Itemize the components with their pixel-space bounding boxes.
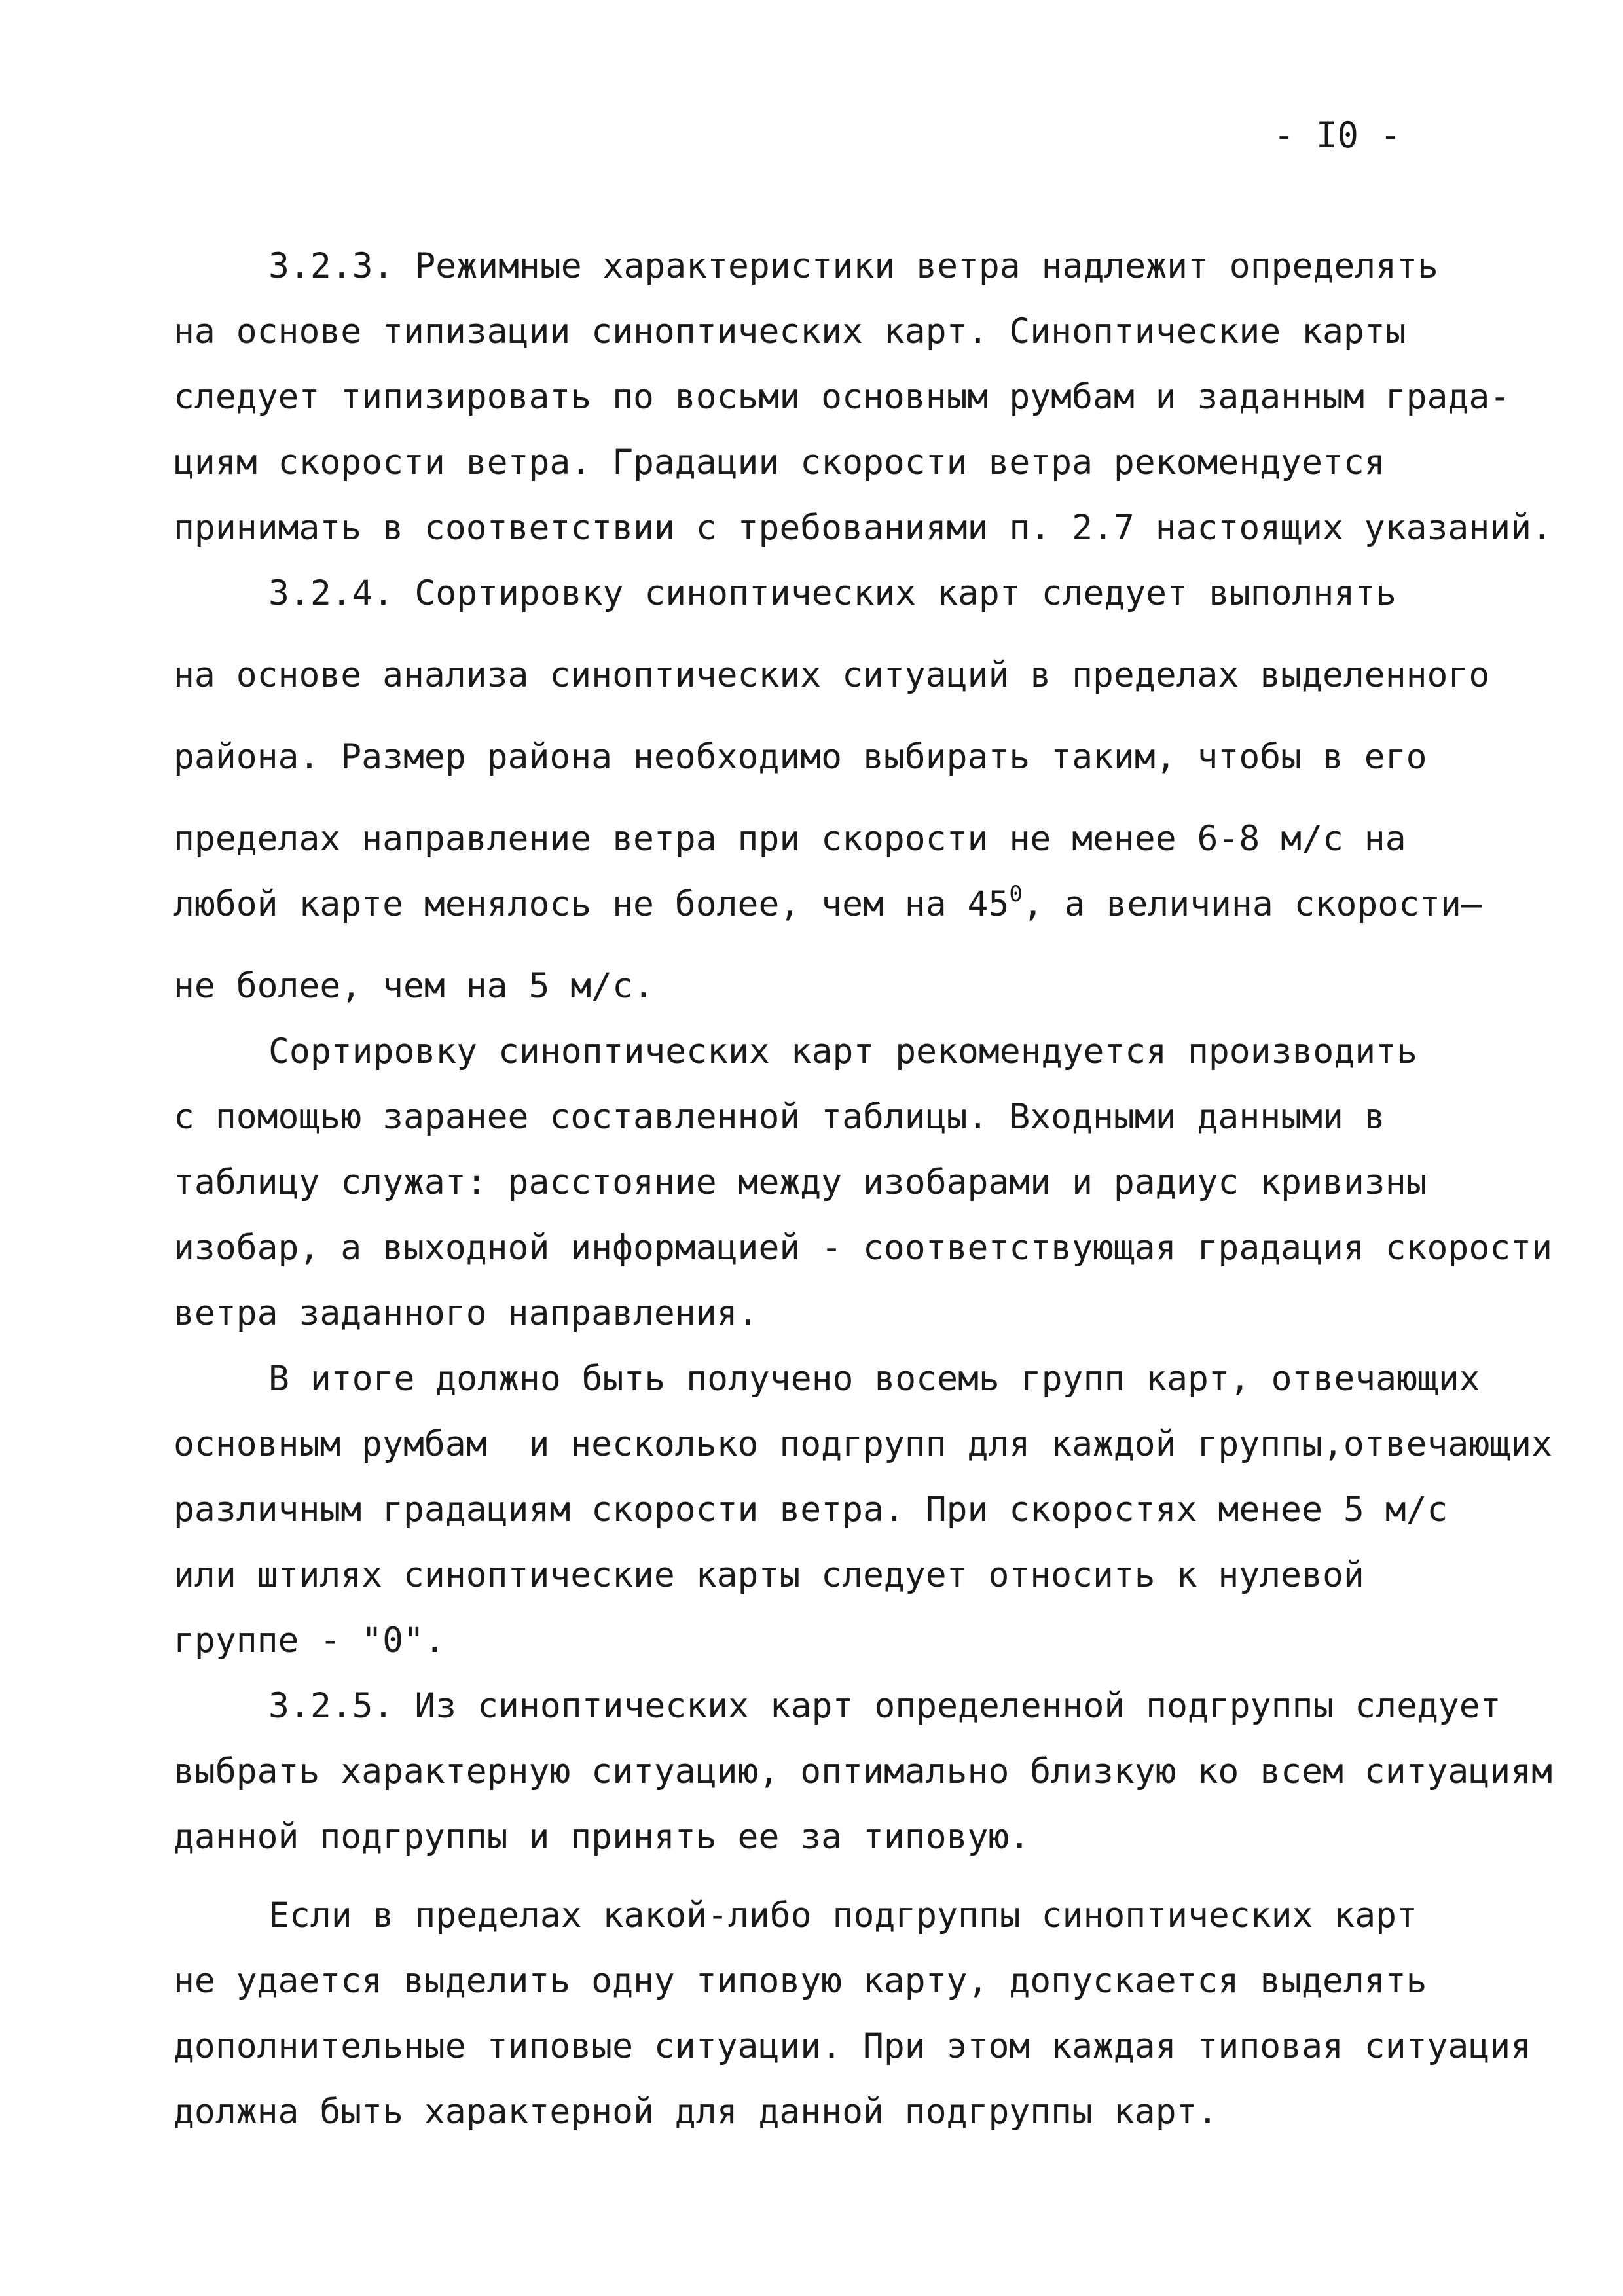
- text-line: группе - "0".: [173, 1621, 445, 1660]
- text-line: дополнительные типовые ситуации. При этом каждая типовая ситуация: [173, 2026, 1532, 2066]
- text-line: на основе анализа синоптических ситуаций в пределах выделенного: [173, 655, 1490, 695]
- text-line: таблицу служат: расстояние между изобарами и радиус кривизны: [173, 1162, 1427, 1202]
- text-line: с помощью заранее составленной таблицы. Входными данными в: [173, 1097, 1385, 1137]
- text-line: 3.2.4. Сортировку синоптических карт следует выполнять: [268, 573, 1397, 613]
- degree-superscript: 0: [1009, 881, 1023, 907]
- text-line: не удается выделить одну типовую карту, допускается выделять: [173, 1961, 1427, 2001]
- text-line: на основе типизации синоптических карт. Синоптические карты: [173, 312, 1406, 351]
- text-line: принимать в соответствии с требованиями п. 2.7 настоящих указаний.: [173, 508, 1552, 548]
- text-line: основным румбам и несколько подгрупп для каждой группы,отвечающих: [173, 1424, 1552, 1464]
- text-line: 3.2.3. Режимные характеристики ветра надлежит определять: [268, 246, 1438, 286]
- text-line: пределах направление ветра при скорости не менее 6-8 м/с на: [173, 819, 1406, 859]
- text-line-tail: , а величина скорости—: [1022, 884, 1482, 924]
- text-line: следует типизировать по восьми основным румбам и заданным града-: [173, 377, 1511, 417]
- text-line: Если в пределах какой-либо подгруппы синоптических карт: [268, 1895, 1417, 1935]
- text-line: изобар, а выходной информацией - соответствующая градация скорости: [173, 1228, 1552, 1268]
- text-line-with-superscript: [173, 881, 1482, 924]
- text-line: данной подгруппы и принять ее за типовую.: [173, 1817, 1030, 1857]
- text-line: выбрать характерную ситуацию, оптимально близкую ко всем ситуациям: [173, 1751, 1552, 1791]
- text-line: Сортировку синоптических карт рекомендуется производить: [268, 1031, 1417, 1071]
- text-line: должна быть характерной для данной подгруппы карт.: [173, 2092, 1218, 2132]
- text-line: В итоге должно быть получено восемь групп карт, отвечающих: [268, 1359, 1480, 1399]
- text-line: не более, чем на 5 м/с.: [173, 966, 654, 1006]
- text-line: 3.2.5. Из синоптических карт определенной подгруппы следует: [268, 1686, 1501, 1726]
- text-line: различным градациям скорости ветра. При скоростях менее 5 м/с: [173, 1490, 1448, 1530]
- page-number: - I0 -: [1273, 115, 1402, 156]
- text-line-head: любой карте менялось не более, чем на 45: [173, 884, 1010, 924]
- text-line: или штилях синоптические карты следует относить к нулевой: [173, 1555, 1364, 1595]
- text-line: циям скорости ветра. Градации скорости ветра рекомендуется: [173, 442, 1385, 482]
- text-line: ветра заданного направления.: [173, 1293, 759, 1333]
- text-line: района. Размер района необходимо выбирать таким, чтобы в его: [173, 737, 1427, 777]
